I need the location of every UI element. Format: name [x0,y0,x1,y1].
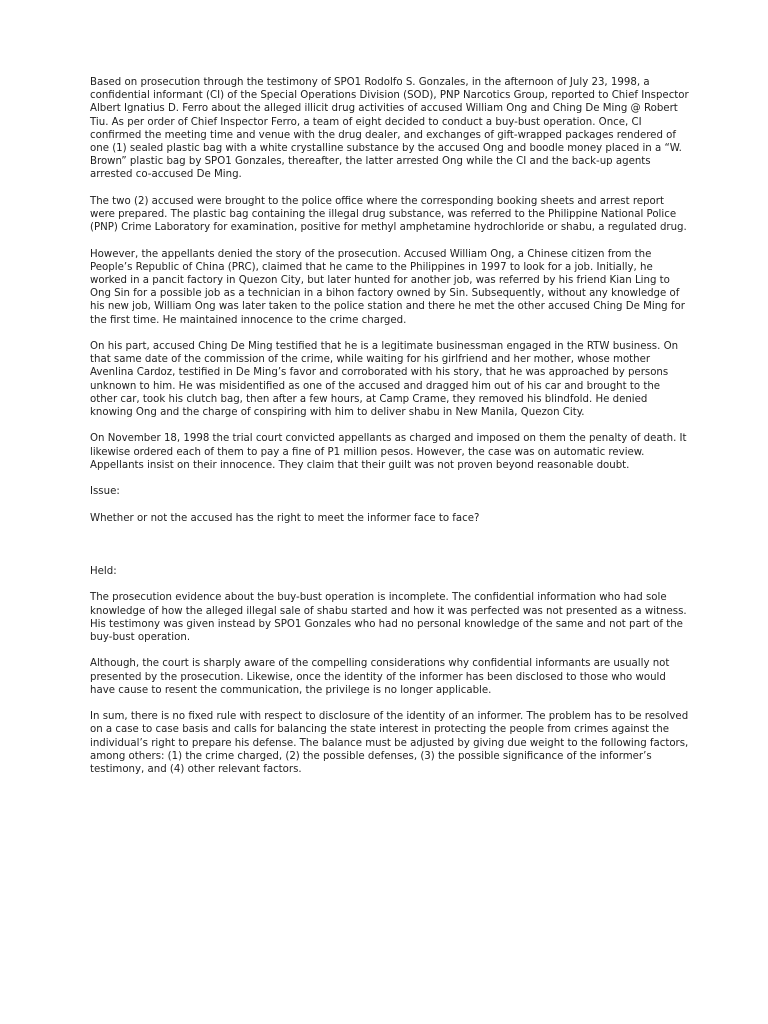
issue-heading: Issue: [90,486,120,498]
held-paragraph-2: Although, the court is sharply aware of the compelling considerations why confidential informants are usually not presented by the prosecution. Likewise, once the identity of the informer has been disclosed to those who would have cause to resent the communication, the privilege is no longer applicable. [90,658,670,696]
facts-paragraph-5: On November 18, 1998 the trial court convicted appellants as charged and imposed on them the penalty of death. It likewise ordered each of them to pay a fine of P1 million pesos. However, the case was on automatic review. Appellants insist on their innocence. They claim that their guilt was not proven beyond reasonable doubt. [90,433,687,471]
held-paragraph-3: In sum, there is no fixed rule with respect to disclosure of the identity of an informer. The problem has to be resolved on a case to case basis and calls for balancing the state interest in protecting the people from crimes against the individual’s right to prepare his defense. The balance must be adjusted by giving due weight to the following factors, among others: (1) the crime charged, (2) the possible defenses, (3) the possible significance of the informer’s testimony, and (4) other relevant factors. [90,711,689,775]
held-paragraph-1: The prosecution evidence about the buy-bust operation is incomplete. The confidential information who had sole knowledge of how the alleged illegal sale of shabu started and how it was perfected was not presented as a witness. His testimony was given instead by SPO1 Gonzales who had no personal knowledge of the same and not part of the buy-bust operation. [90,592,687,643]
facts-paragraph-2: The two (2) accused were brought to the police office where the corresponding booking sheets and arrest report were prepared. The plastic bag containing the illegal drug substance, was referred to the Philippine National Police (PNP) Crime Laboratory for examination, positive for methyl amphetamine hydrochloride or shabu, a regulated drug. [90,195,687,234]
facts-paragraph-1: Based on prosecution through the testimony of SPO1 Rodolfo S. Gonzales, in the afternoon of July 23, 1998, a confidential informant (CI) of the Special Operations Division (SOD), PNP Narcotics Group, reported to Chief Inspector Albert Ignatius D. Ferro about the alleged illicit drug activities of accused William Ong and Ching De Ming @ Robert Tiu. As per order of Chief Inspector Ferro, a team of eight decided to conduct a buy-bust operation. Once, CI confirmed the meeting time and venue with the drug dealer, and exchanges of gift-wrapped packages rendered of one (1) sealed plastic bag with a white crystalline substance by the accused Ong and boodle money placed in a “W. Brown” plastic bag by SPO1 Gonzales, thereafter, the latter arrested Ong while the CI and the back-up agents arrested co-accused De Ming. [90,77,689,181]
document-body [90,76,690,789]
section-spacer [90,538,690,565]
facts-paragraph-4: On his part, accused Ching De Ming testified that he is a legitimate businessman engaged in the RTW business. On that same date of the commission of the crime, while waiting for his girlfriend and her mother, whose mother Avenlina Cardoz, testified in De Ming’s favor and corroborated with his story, that he was approached by persons unknown to him. He was misidentified as one of the accused and dragged him out of his car and brought to the other car, took his clutch bag, then after a few hours, at Camp Crame, they removed his blindfold. He denied knowing Ong and the charge of conspiring with him to deliver shabu in New Manila, Quezon City. [90,341,679,419]
issue-text: Whether or not the accused has the right to meet the informer face to face? [90,512,480,524]
held-heading: Held: [90,566,117,577]
facts-paragraph-3: However, the appellants denied the story of the prosecution. Accused William Ong, a Chinese citizen from the People’s Republic of China (PRC), claimed that he came to the Philippines in 1997 to look for a job. Initially, he worked in a pancit factory in Quezon City, but later hunted for another job, was referred by his friend Kian Ling to Ong Sin for a possible job as a technician in a bihon factory owned by Sin. Subsequently, without any knowledge of his new job, William Ong was later taken to the police station and there he met the other accused Ching De Ming for the first time. He maintained innocence to the crime charged. [90,248,685,326]
